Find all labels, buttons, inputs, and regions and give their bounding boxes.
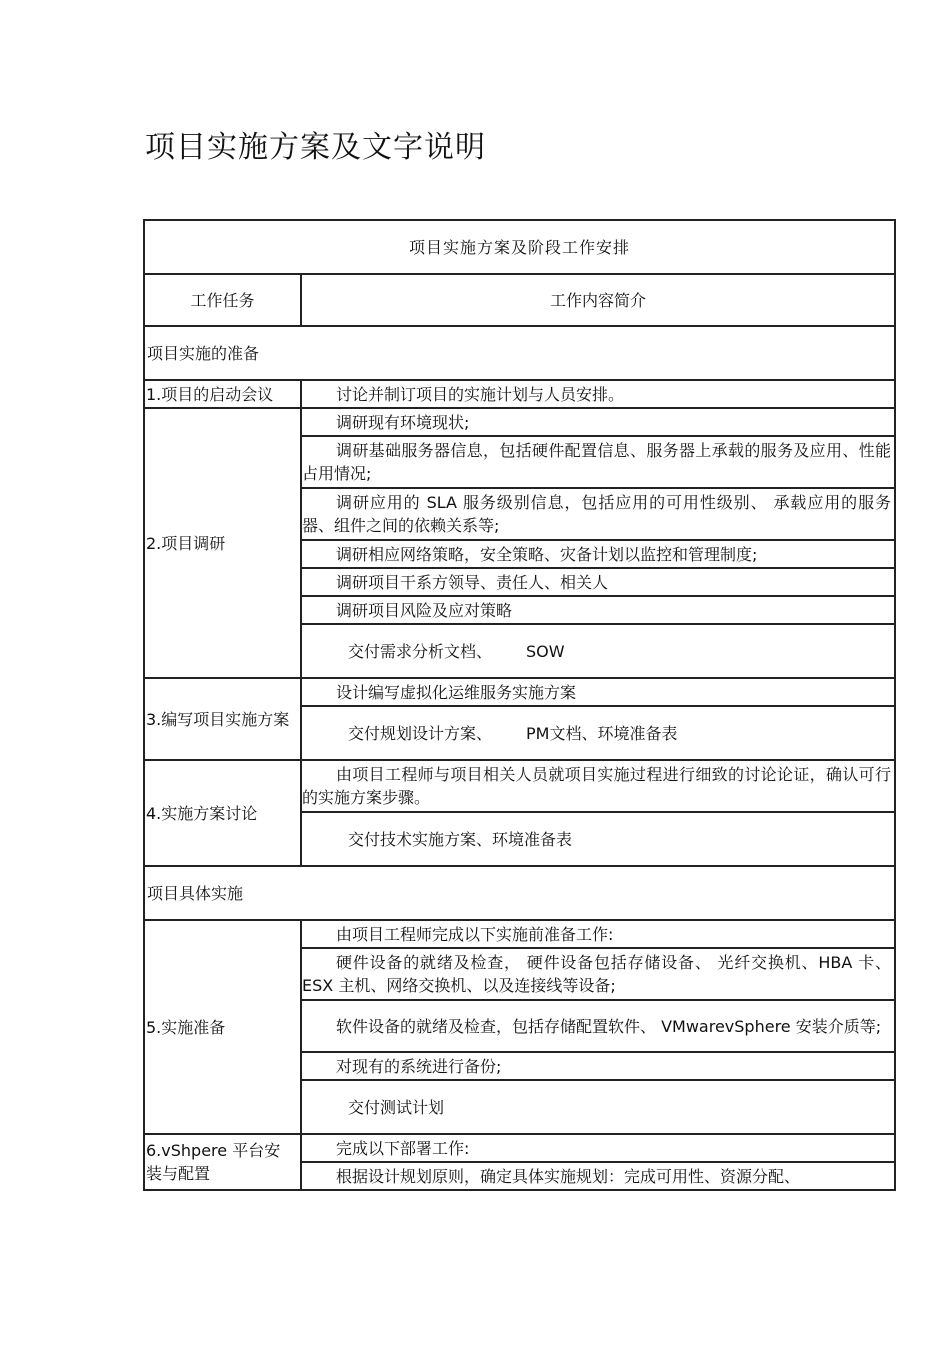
content-item: 硬件设备的就绪及检查， 硬件设备包括存储设备、 光纤交换机、HBA 卡、 ESX 主机、网络交换机、以及连接线等设备;	[301, 948, 895, 1000]
content-item: 由项目工程师与项目相关人员就项目实施过程进行细致的讨论论证，确认可行的实施方案步骤。	[301, 760, 895, 812]
content-item: 调研项目风险及应对策略	[301, 596, 895, 624]
content-item: 由项目工程师完成以下实施前准备工作:	[301, 920, 895, 948]
content-item: 对现有的系统进行备份;	[301, 1052, 895, 1080]
header-content: 工作内容简介	[301, 274, 895, 326]
task-kickoff-meeting: 1.项目的启动会议	[144, 380, 301, 408]
content-item: 调研应用的 SLA 服务级别信息，包括应用的可用性级别、 承载应用的服务器、组件之间的依赖关系等;	[301, 488, 895, 540]
content-item: 讨论并制订项目的实施计划与人员安排。	[301, 380, 895, 408]
content-item: 调研项目干系方领导、责任人、相关人	[301, 568, 895, 596]
content-item: 设计编写虚拟化运维服务实施方案	[301, 678, 895, 706]
content-item: 调研相应网络策略，安全策略、灾备计划以监控和管理制度;	[301, 540, 895, 568]
implementation-plan-table	[143, 219, 896, 1191]
deliverable: 交付测试计划	[301, 1080, 895, 1134]
section-implementation: 项目具体实施	[144, 866, 895, 920]
table-title: 项目实施方案及阶段工作安排	[144, 220, 895, 274]
deliverable: 交付技术实施方案、环境准备表	[301, 812, 895, 866]
content-item: 调研基础服务器信息，包括硬件配置信息、服务器上承载的服务及应用、性能占用情况;	[301, 436, 895, 488]
section-preparation: 项目实施的准备	[144, 326, 895, 380]
content-item: 完成以下部署工作:	[301, 1134, 895, 1162]
content-item: 软件设备的就绪及检查，包括存储配置软件、 VMwarevSphere 安装介质等;	[301, 1000, 895, 1052]
content-item: 根据设计规划原则，确定具体实施规划：完成可用性、资源分配、	[301, 1162, 895, 1190]
task-vsphere-install: 6.vShpere 平台安装与配置	[144, 1134, 301, 1190]
task-write-plan: 3.编写项目实施方案	[144, 678, 301, 760]
task-plan-discussion: 4.实施方案讨论	[144, 760, 301, 866]
deliverable: 交付需求分析文档、 SOW	[301, 624, 895, 678]
document-title: 项目实施方案及文字说明	[145, 130, 486, 165]
header-task: 工作任务	[144, 274, 301, 326]
task-implementation-prep: 5.实施准备	[144, 920, 301, 1134]
content-item: 调研现有环境现状;	[301, 408, 895, 436]
task-project-research: 2.项目调研	[144, 408, 301, 678]
deliverable: 交付规划设计方案、 PM文档、环境准备表	[301, 706, 895, 760]
